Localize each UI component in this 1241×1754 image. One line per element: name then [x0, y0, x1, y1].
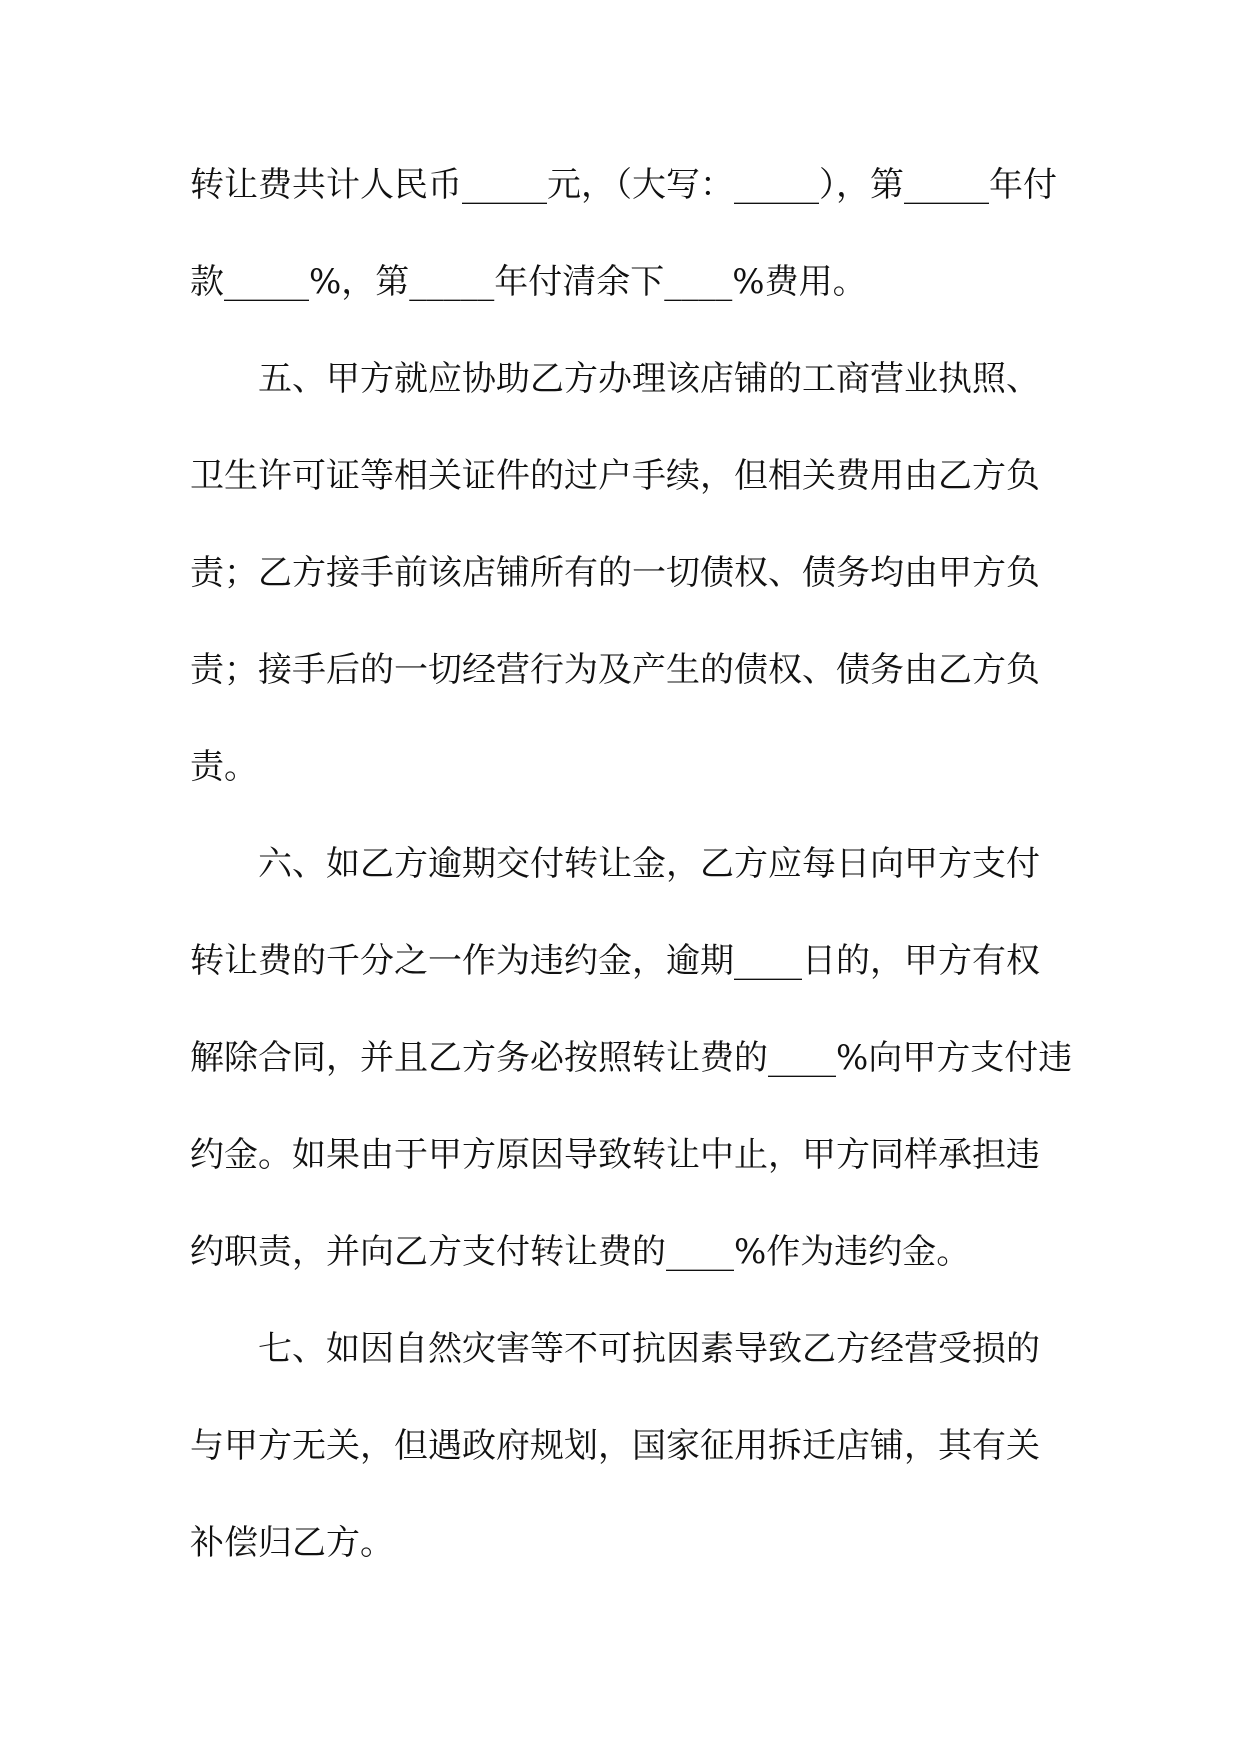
text-line: 补偿归乙方。: [190, 1523, 394, 1563]
text-line: 责。: [190, 747, 258, 787]
document-body: [190, 160, 1073, 1615]
clause-5-first-line: 五、甲方就应协助乙方办理该店铺的工商营业执照、: [258, 359, 1040, 399]
text-line: 转让费共计人民币_____元，（大写：_____），第_____年付: [190, 165, 1057, 205]
clause-7-first-line: 七、如因自然灾害等不可抗因素导致乙方经营受损的: [258, 1329, 1040, 1369]
text-line: 转让费的千分之一作为违约金，逾期____日的，甲方有权: [190, 941, 1040, 981]
clause-6-first-line: 六、如乙方逾期交付转让金，乙方应每日向甲方支付: [258, 844, 1040, 884]
text-line: 解除合同，并且乙方务必按照转让费的____%向甲方支付违: [190, 1038, 1073, 1078]
text-line: 款_____%，第_____年付清余下____%费用。: [190, 262, 867, 302]
text-line: 与甲方无关，但遇政府规划，国家征用拆迁店铺，其有关: [190, 1426, 1040, 1466]
text-line: 卫生许可证等相关证件的过户手续，但相关费用由乙方负: [190, 456, 1040, 496]
text-line: 责；接手后的一切经营行为及产生的债权、债务由乙方负: [190, 650, 1040, 690]
text-line: 责；乙方接手前该店铺所有的一切债权、债务均由甲方负: [190, 553, 1040, 593]
text-line: 约职责，并向乙方支付转让费的____%作为违约金。: [190, 1232, 971, 1272]
text-line: 约金。如果由于甲方原因导致转让中止，甲方同样承担违: [190, 1135, 1040, 1175]
